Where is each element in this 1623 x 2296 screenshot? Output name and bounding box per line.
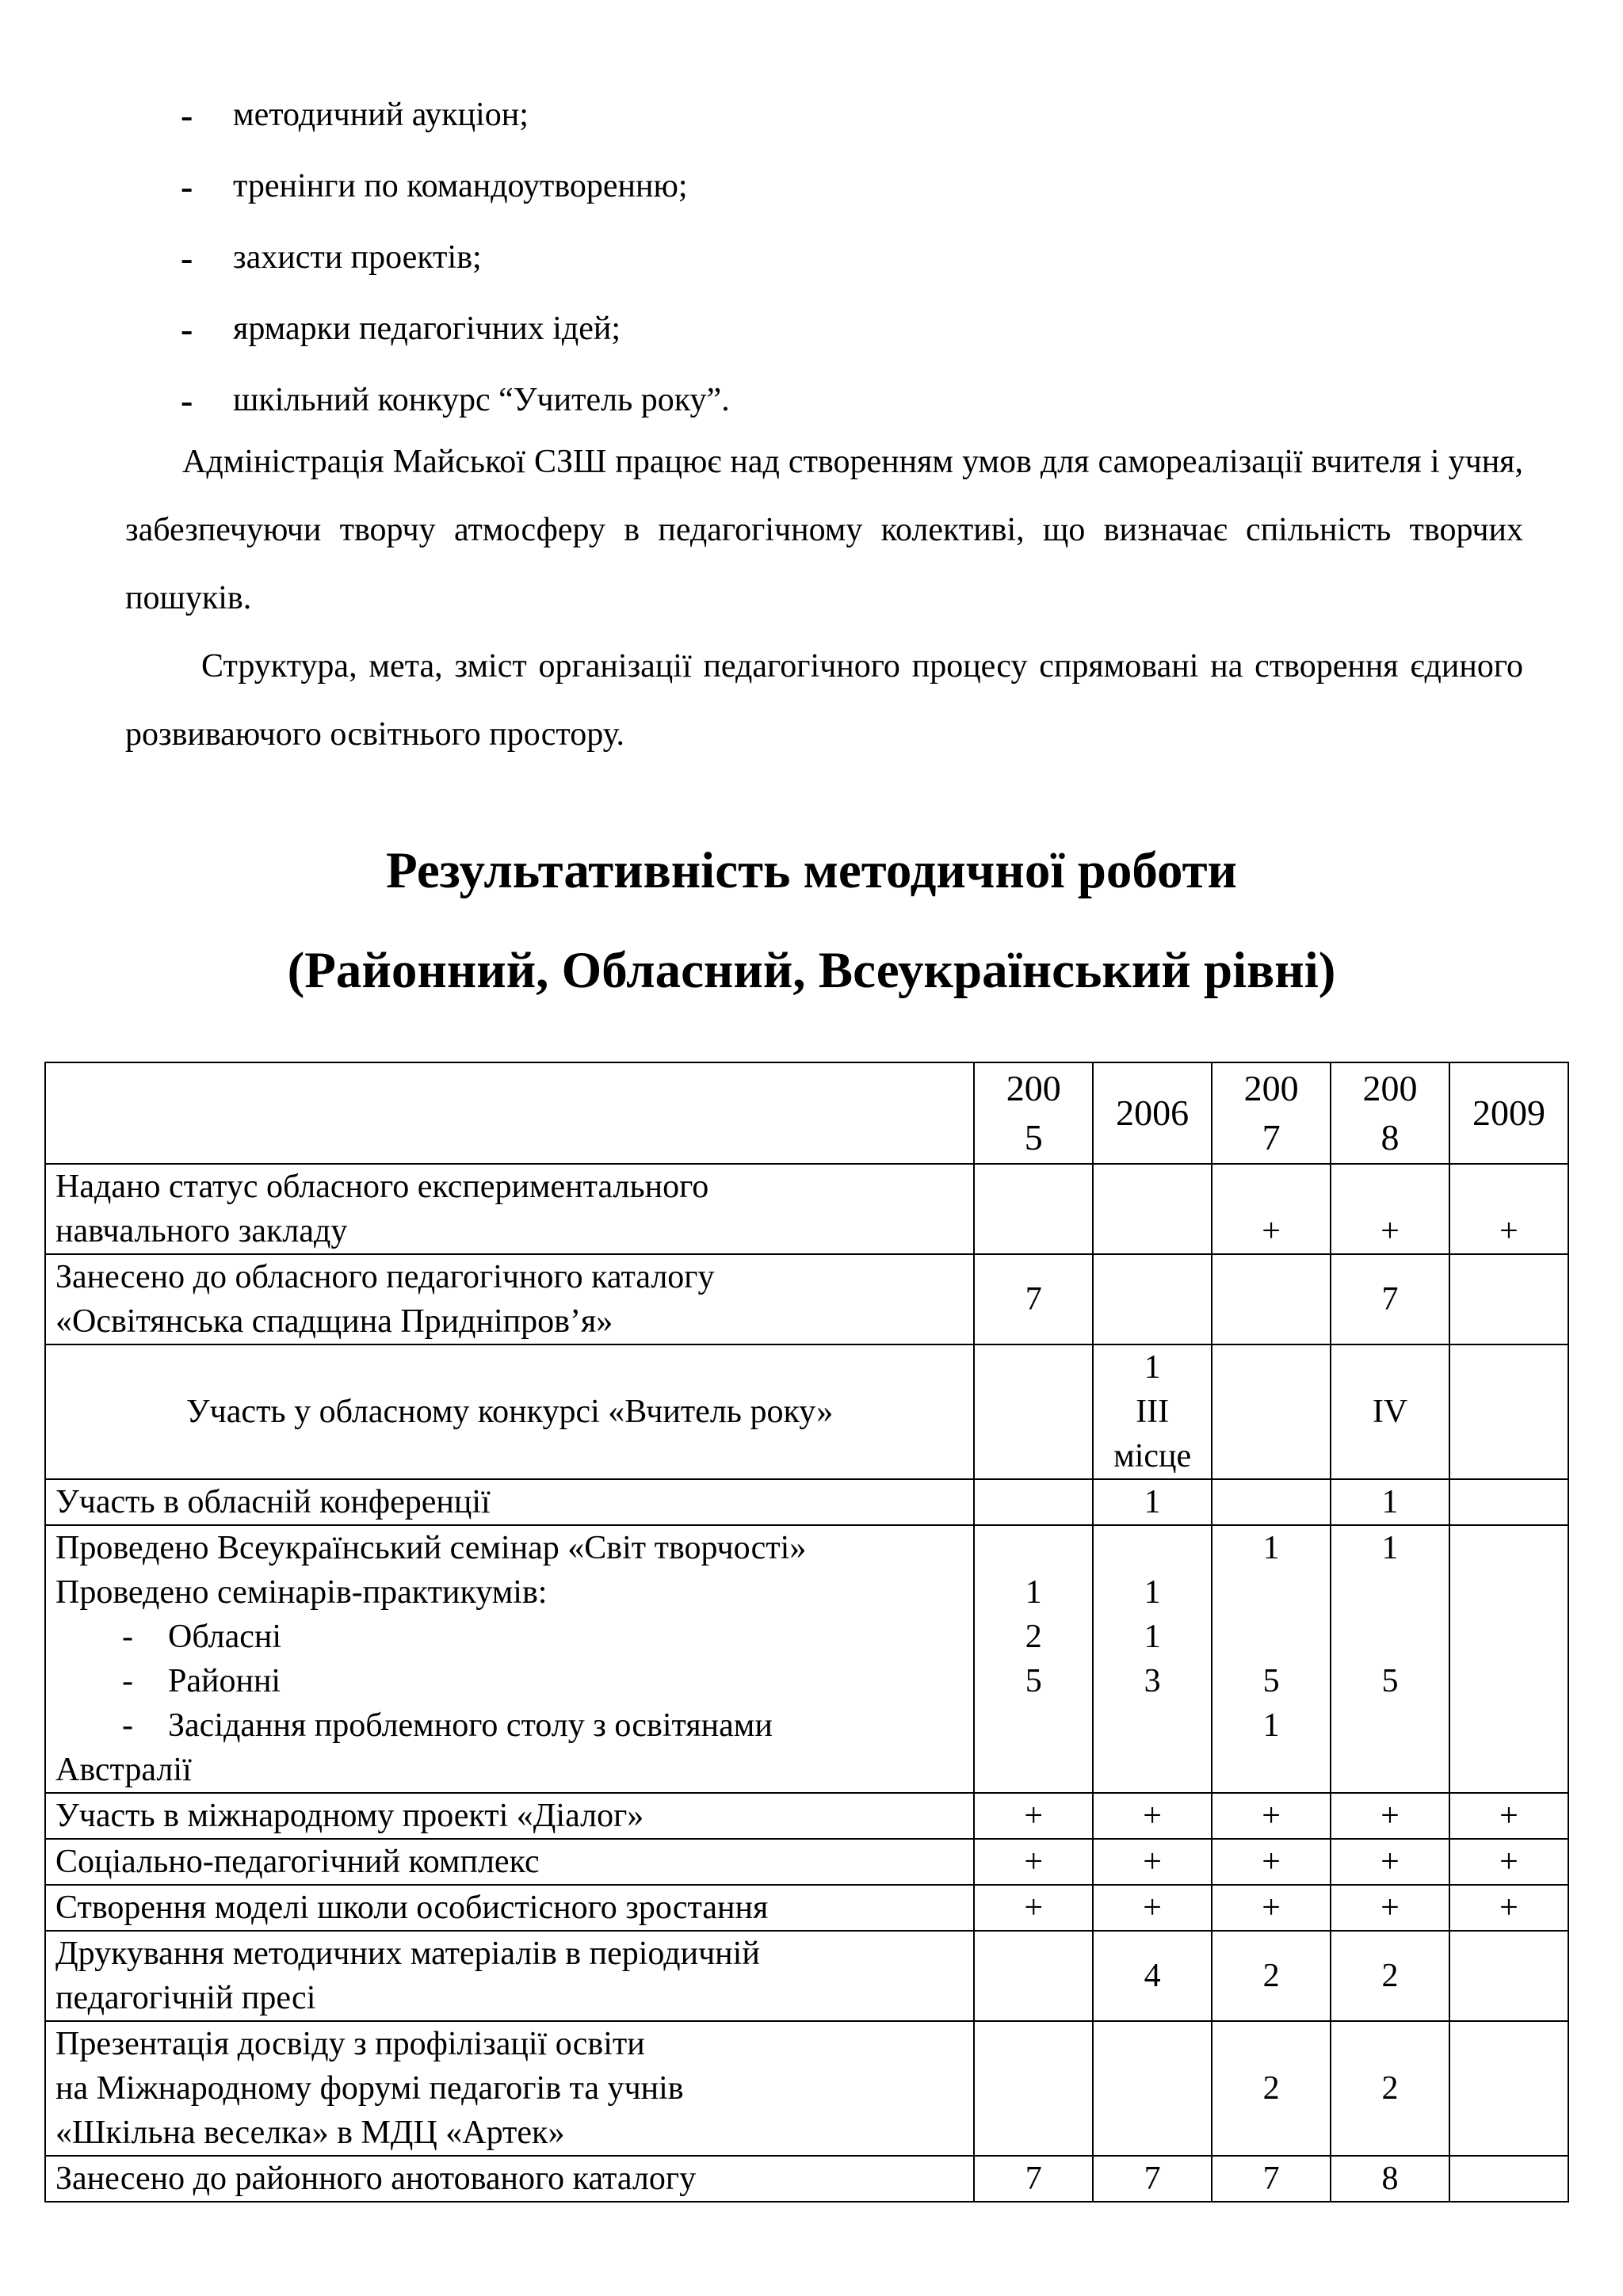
bullet-marker: - (181, 94, 193, 135)
row-label: Надано статус обласного експериментального навчального закладу (45, 1164, 974, 1254)
bullet-marker: - (181, 166, 193, 207)
table-cell (1093, 2021, 1212, 2156)
table-cell: 2 (1331, 1931, 1449, 2021)
table-cell: 7 (1093, 2156, 1212, 2202)
bullet-text: тренінги по командоутворенню; (233, 168, 688, 204)
table-row (45, 2156, 1568, 2202)
row-label: Друкування методичних матеріалів в періодичній педагогічній пресі (45, 1931, 974, 2021)
row-label: Участь у обласному конкурсі «Вчитель року» (45, 1344, 974, 1479)
table-cell: 1 (1331, 1479, 1449, 1525)
table-cell (974, 1344, 1093, 1479)
list-item (181, 364, 1528, 436)
table-cell: 4 (1093, 1931, 1212, 2021)
table-cell: + (974, 1793, 1093, 1839)
year-header: 2006 (1093, 1062, 1212, 1164)
table-cell: 1 1 3 (1093, 1525, 1212, 1793)
table-cell (1093, 1254, 1212, 1344)
list-item (181, 222, 1528, 293)
table-cell: + (1212, 1839, 1331, 1885)
table-cell: 2 (1331, 2021, 1449, 2156)
row-label: Соціально-педагогічний комплекс (45, 1839, 974, 1885)
table-row (45, 1164, 1568, 1254)
year-header: 2009 (1449, 1062, 1568, 1164)
table-cell (1212, 1254, 1331, 1344)
table-cell: + (1331, 1793, 1449, 1839)
table-row (45, 1793, 1568, 1839)
table-cell (974, 1164, 1093, 1254)
table-cell (974, 1479, 1093, 1525)
table-row (45, 1839, 1568, 1885)
table-cell: 1 2 5 (974, 1525, 1093, 1793)
table-cell (1449, 2021, 1568, 2156)
bullet-text: методичний аукціон; (233, 97, 529, 133)
table-row (45, 1344, 1568, 1479)
table-cell: + (1093, 1793, 1212, 1839)
table-cell: + (1212, 1793, 1331, 1839)
bullet-marker: - (181, 308, 193, 349)
section-title: Результативність методичної роботи (385, 842, 1238, 899)
list-item (181, 151, 1528, 222)
table-cell (1449, 1254, 1568, 1344)
table-row (45, 1931, 1568, 2021)
year-header: 200 8 (1331, 1062, 1449, 1164)
year-header: 200 7 (1212, 1062, 1331, 1164)
bullet-text: шкільний конкурс “Учитель року”. (233, 382, 730, 418)
table-cell: 2 (1212, 2021, 1331, 2156)
table-cell (1212, 1479, 1331, 1525)
section-subtitle: (Районний, Обласний, Всеукраїнський рівні) (287, 942, 1336, 999)
row-label: Занесено до районного анотованого каталогу (45, 2156, 974, 2202)
table-cell: + (1212, 1885, 1331, 1931)
row-label: Участь в міжнародному проекті «Діалог» (45, 1793, 974, 1839)
table-cell: + (974, 1885, 1093, 1931)
bullet-text: ярмарки педагогічних ідей; (233, 311, 621, 347)
table-cell (1449, 1344, 1568, 1479)
row-label: Створення моделі школи особистісного зростання (45, 1885, 974, 1931)
row-label: Участь в обласній конференції (45, 1479, 974, 1525)
list-item (181, 293, 1528, 364)
results-table (44, 1062, 1569, 2203)
bullet-list (181, 79, 1528, 436)
table-cell (1449, 1525, 1568, 1793)
table-cell: 7 (1331, 1254, 1449, 1344)
table-cell: + (1093, 1839, 1212, 1885)
table-cell: + (1449, 1793, 1568, 1839)
table-row (45, 1254, 1568, 1344)
table-cell: 1 (1093, 1479, 1212, 1525)
table-cell: 1 5 1 (1212, 1525, 1331, 1793)
table-cell: 7 (974, 1254, 1093, 1344)
table-row (45, 1479, 1568, 1525)
table-cell: IV (1331, 1344, 1449, 1479)
table-cell (1093, 1164, 1212, 1254)
table-cell (974, 2021, 1093, 2156)
table-cell: + (1449, 1164, 1568, 1254)
table-cell: + (1449, 1885, 1568, 1931)
table-cell: + (1212, 1164, 1331, 1254)
table-header-row (45, 1062, 1568, 1164)
table-cell: 8 (1331, 2156, 1449, 2202)
row-label: Проведено Всеукраїнський семінар «Світ творчості» Проведено семінарів-практикумів: - Обласні - Районні - Засідання проблемного столу з освітянами Австралії (45, 1525, 974, 1793)
paragraph: Структура, мета, зміст організації педагогічного процесу спрямовані на створення єдиного розвиваючого освітнього простору. (125, 648, 1523, 753)
paragraph: Адміністрація Майської СЗШ працює над створенням умов для самореалізації вчителя і учня, забезпечуючи творчу атмосферу в педагогічному колективі, що визначає спільність творчих пошуків. (125, 444, 1523, 616)
list-item (181, 79, 1528, 151)
table-cell: 7 (974, 2156, 1093, 2202)
table-cell (1449, 1479, 1568, 1525)
table-row (45, 1885, 1568, 1931)
table-row (45, 2021, 1568, 2156)
bullet-marker: - (181, 237, 193, 278)
table-cell (1212, 1344, 1331, 1479)
row-label: Презентація досвіду з профілізації освіти на Міжнародному форумі педагогів та учнів «Шкільна веселка» в МДЦ «Артек» (45, 2021, 974, 2156)
table-row (45, 1525, 1568, 1793)
year-header: 200 5 (974, 1062, 1093, 1164)
table-cell (974, 1931, 1093, 2021)
table-cell: 1 5 (1331, 1525, 1449, 1793)
table-cell: + (1331, 1839, 1449, 1885)
table-cell: 7 (1212, 2156, 1331, 2202)
table-cell (1449, 2156, 1568, 2202)
bullet-text: захисти проектів; (233, 239, 482, 276)
table-cell: 1 III місце (1093, 1344, 1212, 1479)
table-cell: + (1449, 1839, 1568, 1885)
table-cell: + (1331, 1164, 1449, 1254)
table-cell: + (1093, 1885, 1212, 1931)
row-label: Занесено до обласного педагогічного каталогу «Освітянська спадщина Придніпров’я» (45, 1254, 974, 1344)
table-cell (1449, 1931, 1568, 2021)
header-corner (45, 1062, 974, 1164)
bullet-marker: - (181, 379, 193, 421)
table-cell: + (1331, 1885, 1449, 1931)
table-cell: 2 (1212, 1931, 1331, 2021)
table-cell: + (974, 1839, 1093, 1885)
